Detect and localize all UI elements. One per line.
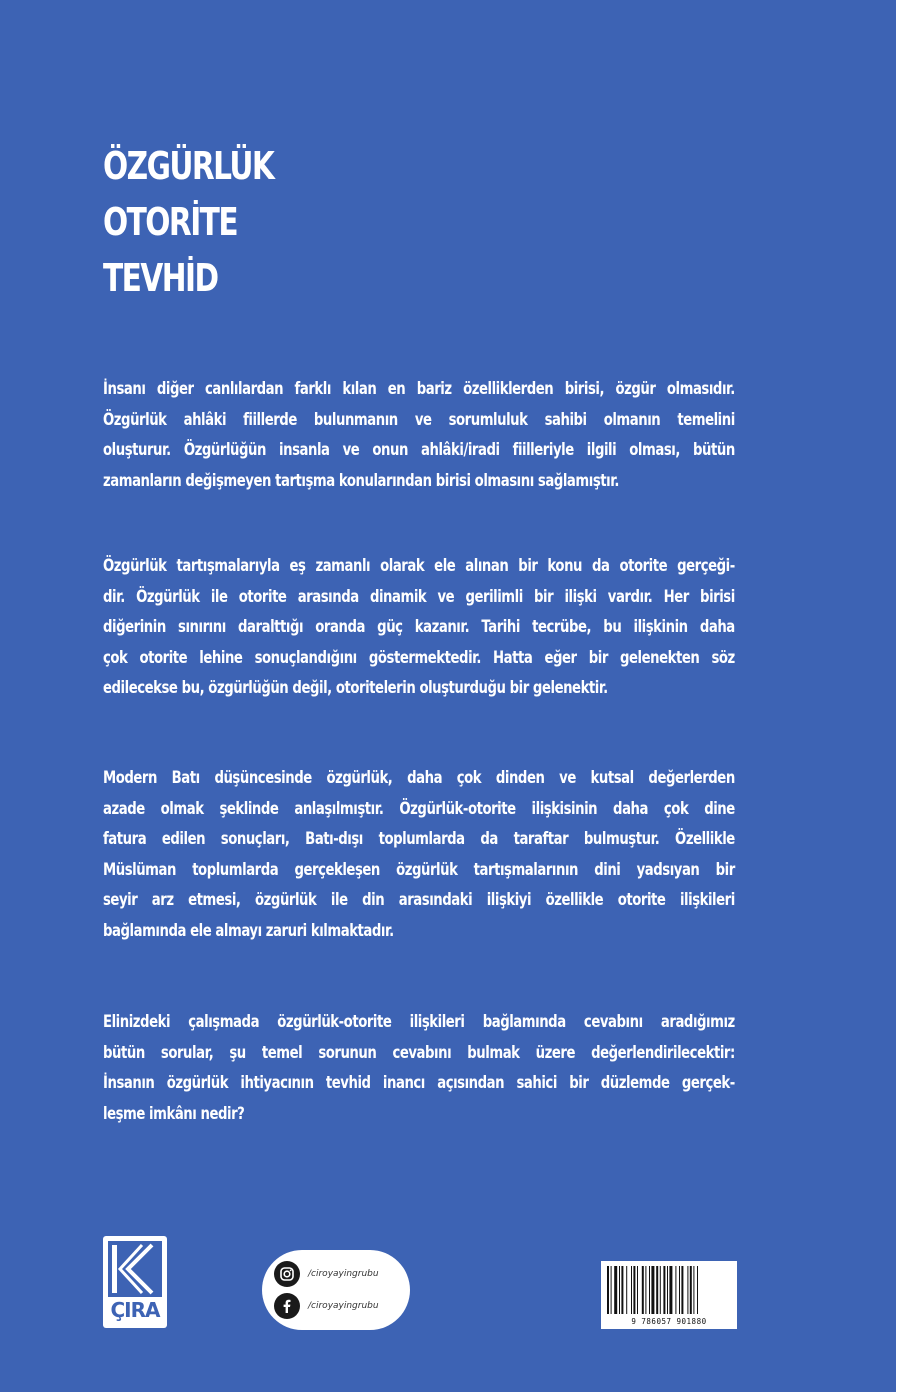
instagram-handle: /ciroyayingrubu	[308, 1269, 379, 1279]
instagram-link[interactable]	[274, 1260, 379, 1288]
paragraph-line: fatura edilen sonuçları, Batı-dışı toplumlarda da taraftar bulmuştur. Özellikle	[103, 829, 735, 849]
publisher-logo	[103, 1236, 167, 1328]
title-line-2: OTORİTE	[103, 200, 238, 244]
isbn-barcode	[601, 1261, 737, 1329]
paragraph-line: bütün sorular, şu temel sorunun cevabını bulmak üzere değerlendirilecektir:	[103, 1042, 735, 1063]
cira-logo-icon	[108, 1241, 162, 1297]
paragraph-line: edilecekse bu, özgürlüğün değil, otoritelerin oluşturduğu bir gelenektir.	[103, 678, 608, 698]
facebook-link[interactable]	[274, 1292, 379, 1320]
instagram-icon	[274, 1261, 300, 1287]
paragraph-line: bağlamında ele almayı zaruri kılmaktadır.	[103, 920, 394, 941]
paragraph-line: çok otorite lehine sonuçlandığını göstermektedir. Hatta eğer bir gelenekten söz	[103, 647, 735, 668]
facebook-handle: /ciroyayingrubu	[308, 1301, 379, 1311]
paragraph-line: diğerinin sınırını daralttığı oranda güç kazanır. Tarihi tecrübe, bu ilişkinin daha	[103, 617, 735, 637]
paragraph-line: azade olmak şeklinde anlaşılmıştır. Özgürlük-otorite ilişkisinin daha çok dine	[103, 798, 735, 819]
paragraph-line: İnsanı diğer canlılardan farklı kılan en bariz özelliklerden birisi, özgür olmasıdır.	[103, 379, 735, 399]
paragraph-line: dir. Özgürlük ile otorite arasında dinamik ve gerilimli bir ilişki vardır. Her birisi	[103, 586, 735, 607]
paragraph-4	[103, 1007, 735, 1129]
paragraph-3	[103, 763, 735, 946]
paragraph-1	[103, 374, 735, 496]
facebook-icon	[274, 1293, 300, 1319]
paragraph-line: Özgürlük ahlâki fiillerde bulunmanın ve sorumluluk sahibi olmanın temelini	[103, 409, 735, 430]
paragraph-line: Elinizdeki çalışmada özgürlük-otorite ilişkileri bağlamında cevabını aradığımız	[103, 1012, 735, 1032]
paragraph-line: Özgürlük tartışmalarıyla eş zamanlı olarak ele alınan bir konu da otorite gerçeği-	[103, 556, 735, 576]
barcode-number: 9 786057 901880	[631, 1317, 707, 1326]
paragraph-line: Modern Batı düşüncesinde özgürlük, daha çok dinden ve kutsal değerlerden	[103, 768, 735, 788]
paragraph-line: zamanların değişmeyen tartışma konularından birisi olmasını sağlamıştır.	[103, 470, 619, 491]
title-line-3: TEVHİD	[103, 256, 218, 300]
paragraph-line: leşme imkânı nedir?	[103, 1103, 245, 1124]
social-links	[262, 1250, 410, 1330]
paragraph-2	[103, 551, 735, 704]
paragraph-line: Müslüman toplumlarda gerçekleşen özgürlük tartışmalarının dini yadsıyan bir	[103, 859, 735, 880]
title-line-1: ÖZGÜRLÜK	[103, 144, 274, 188]
paragraph-line: İnsanın özgürlük ihtiyacının tevhid inancı açısından sahici bir düzlemde gerçek-	[103, 1073, 735, 1093]
paragraph-line: oluşturur. Özgürlüğün insanla ve onun ahlâki/iradi fiilleriyle ilgili olması, bütün	[103, 440, 735, 460]
paragraph-line: seyir arz etmesi, özgürlük ile din arasındaki ilişkiyi özellikle otorite ilişkileri	[103, 890, 735, 910]
title-block	[103, 138, 321, 306]
publisher-name: ÇIRA	[110, 1298, 160, 1322]
barcode-bars	[607, 1266, 731, 1314]
